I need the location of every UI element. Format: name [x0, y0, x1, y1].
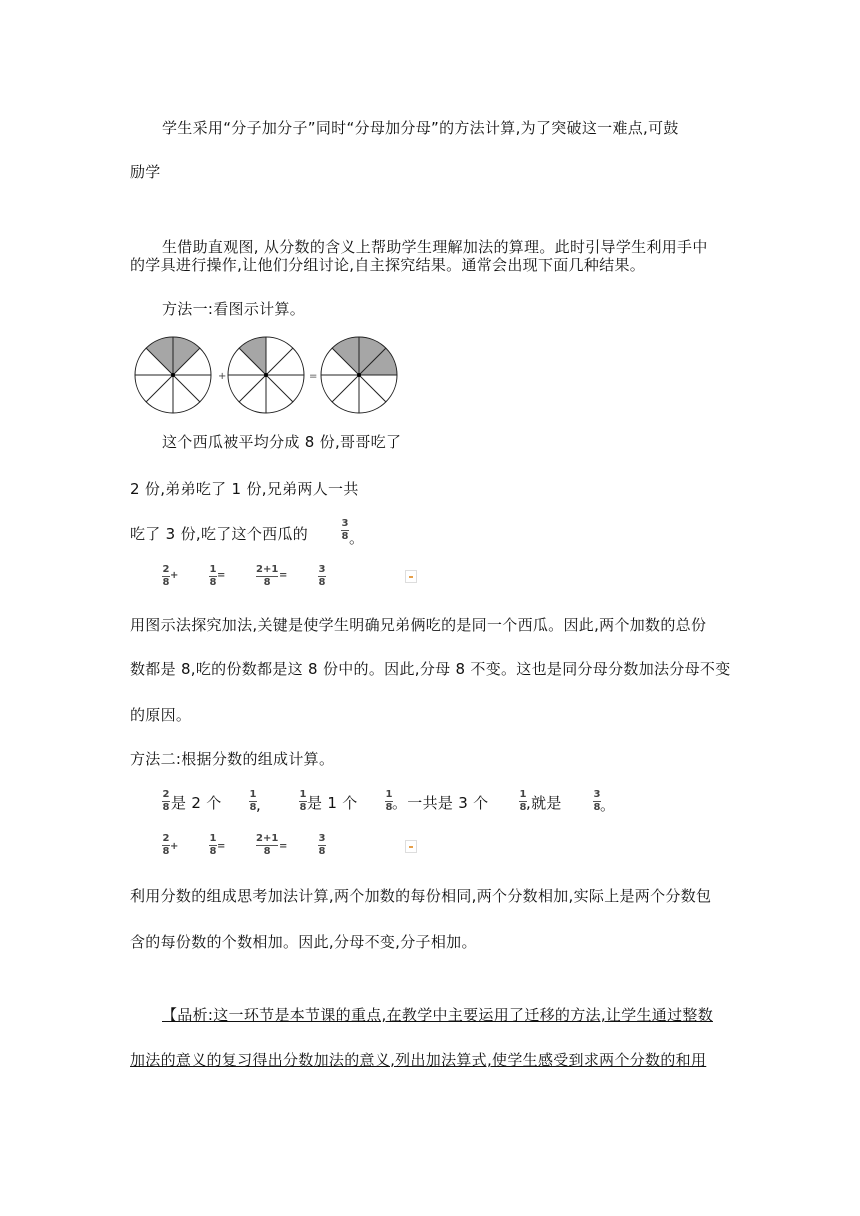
comp-fraction-one-eighth-b: 1 8	[299, 789, 307, 813]
comp-fraction-one-eighth-a: 1 8	[249, 789, 257, 813]
fraction-circles-figure	[130, 332, 402, 418]
plus-symbol: +	[218, 371, 227, 382]
watermelon-line-1: 这个西瓜被平均分成 8 份,哥哥吃了	[162, 433, 402, 451]
pie-one-eighth	[228, 337, 304, 413]
comp-text-then: ,就是	[526, 794, 562, 812]
eq1-equals: =	[217, 570, 226, 581]
period: 。	[349, 529, 365, 547]
comp-text-total: 。一共是 3 个	[392, 794, 489, 812]
broken-image-icon	[405, 570, 417, 583]
method-1-heading: 方法一:看图示计算。	[162, 300, 306, 318]
eq1-fraction-one-eighth: 1 8	[209, 564, 217, 588]
paragraph-2-line-2: 的学具进行操作,让他们分组讨论,自主探究结果。通常会出现下面几种结果。	[130, 256, 646, 274]
fraction-three-eighths: 3 8	[341, 518, 349, 542]
comp-fraction-two-eighths: 2 8	[162, 789, 170, 813]
comp-comma: ,	[256, 796, 262, 814]
explain-line-1: 用图示法探究加法,关键是使学生明确兄弟俩吃的是同一个西瓜。因此,两个加数的总份	[130, 616, 707, 634]
method-2-heading: 方法二:根据分数的组成计算。	[130, 750, 335, 768]
comp-fraction-one-eighth-d: 1 8	[519, 789, 527, 813]
comp-text-is-2: 是 2 个	[171, 794, 222, 812]
paragraph-1-line-2: 励学	[130, 163, 161, 181]
watermelon-line-2: 2 份,弟弟吃了 1 份,兄弟两人一共	[130, 480, 359, 498]
broken-image-icon-2	[405, 840, 417, 853]
pie-three-eighths	[321, 337, 397, 413]
eq2-fraction-sum: 2+1 8	[256, 833, 279, 857]
paragraph-2-line-1: 生借助直观图, 从分数的含义上帮助学生理解加法的算理。此时引导学生利用手中	[162, 238, 708, 256]
eq1-plus: +	[170, 570, 179, 581]
comp-text-is-1: 是 1 个	[307, 794, 358, 812]
comp-period: 。	[600, 796, 616, 814]
eq2-plus: +	[170, 841, 179, 852]
eq2-fraction-two-eighths: 2 8	[162, 833, 170, 857]
eq1-equals-2: =	[279, 570, 288, 581]
equals-symbol: =	[309, 371, 318, 382]
comp-fraction-one-eighth-c: 1 8	[385, 789, 393, 813]
usage-line-1: 利用分数的组成思考加法计算,两个加数的每份相同,两个分数相加,实际上是两个分数包	[130, 887, 712, 905]
usage-line-2: 含的每份数的个数相加。因此,分母不变,分子相加。	[130, 933, 477, 951]
eq1-fraction-two-eighths: 2 8	[162, 564, 170, 588]
eq1-fraction-result: 3 8	[318, 564, 326, 588]
eq2-equals: =	[217, 841, 226, 852]
eq2-equals-2: =	[279, 841, 288, 852]
watermelon-line-3: 吃了 3 份,吃了这个西瓜的	[130, 525, 309, 543]
review-line-2: 加法的意义的复习得出分数加法的意义,列出加法算式,使学生感受到求两个分数的和用	[130, 1051, 707, 1069]
eq1-fraction-sum: 2+1 8	[256, 564, 279, 588]
comp-fraction-three-eighths: 3 8	[593, 789, 601, 813]
eq2-fraction-result: 3 8	[318, 833, 326, 857]
paragraph-1-line-1: 学生采用“分子加分子”同时“分母加分母”的方法计算,为了突破这一难点,可鼓	[162, 119, 679, 137]
eq2-fraction-one-eighth: 1 8	[209, 833, 217, 857]
explain-line-3: 的原因。	[130, 706, 192, 724]
review-line-1: 【品析:这一环节是本节课的重点,在教学中主要运用了迁移的方法,让学生通过整数	[162, 1006, 713, 1024]
explain-line-2: 数都是 8,吃的份数都是这 8 份中的。因此,分母 8 不变。这也是同分母分数加法分母不变	[130, 660, 731, 678]
pie-two-eighths	[135, 337, 211, 413]
